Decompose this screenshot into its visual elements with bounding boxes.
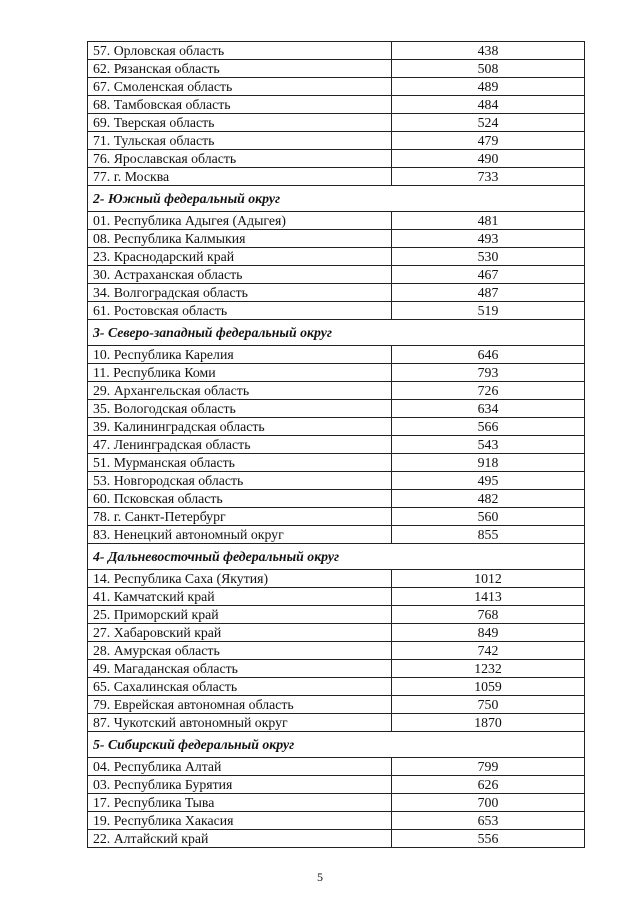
region-value-cell: 1413 (392, 588, 585, 606)
region-value-cell: 1012 (392, 570, 585, 588)
region-value-cell: 556 (392, 830, 585, 848)
region-name-cell: 65. Сахалинская область (88, 678, 392, 696)
region-name-cell: 27. Хабаровский край (88, 624, 392, 642)
region-name-cell: 03. Республика Бурятия (88, 776, 392, 794)
table-row (88, 660, 585, 678)
region-name-cell: 87. Чукотский автономный округ (88, 714, 392, 732)
region-value-cell: 726 (392, 382, 585, 400)
region-name-cell: 53. Новгородская область (88, 472, 392, 490)
region-name-cell: 30. Астраханская область (88, 266, 392, 284)
region-value-cell: 467 (392, 266, 585, 284)
region-name-cell: 83. Ненецкий автономный округ (88, 526, 392, 544)
region-name-cell: 78. г. Санкт-Петербург (88, 508, 392, 526)
table-row (88, 490, 585, 508)
table-row (88, 570, 585, 588)
region-value-cell: 495 (392, 472, 585, 490)
region-name-cell: 11. Республика Коми (88, 364, 392, 382)
region-name-cell: 57. Орловская область (88, 42, 392, 60)
region-name-cell: 76. Ярославская область (88, 150, 392, 168)
table-row (88, 302, 585, 320)
region-value-cell: 489 (392, 78, 585, 96)
table-row (88, 526, 585, 544)
table-row (88, 60, 585, 78)
region-name-cell: 79. Еврейская автономная область (88, 696, 392, 714)
table-row (88, 696, 585, 714)
table-row (88, 212, 585, 230)
region-value-cell: 799 (392, 758, 585, 776)
table-row (88, 168, 585, 186)
region-name-cell: 71. Тульская область (88, 132, 392, 150)
regions-table (87, 41, 585, 848)
region-name-cell: 23. Краснодарский край (88, 248, 392, 266)
regions-table-body (88, 42, 585, 848)
region-name-cell: 69. Тверская область (88, 114, 392, 132)
region-name-cell: 61. Ростовская область (88, 302, 392, 320)
region-value-cell: 646 (392, 346, 585, 364)
region-value-cell: 626 (392, 776, 585, 794)
region-name-cell: 17. Республика Тыва (88, 794, 392, 812)
region-value-cell: 490 (392, 150, 585, 168)
region-value-cell: 543 (392, 436, 585, 454)
region-name-cell: 19. Республика Хакасия (88, 812, 392, 830)
region-value-cell: 1059 (392, 678, 585, 696)
region-value-cell: 524 (392, 114, 585, 132)
region-value-cell: 733 (392, 168, 585, 186)
table-row (88, 436, 585, 454)
region-value-cell: 481 (392, 212, 585, 230)
section-header-row (88, 186, 585, 212)
region-value-cell: 560 (392, 508, 585, 526)
region-name-cell: 29. Архангельская область (88, 382, 392, 400)
region-name-cell: 41. Камчатский край (88, 588, 392, 606)
section-title: 3- Северо-западный федеральный округ (88, 320, 585, 346)
table-row (88, 794, 585, 812)
region-name-cell: 14. Республика Саха (Якутия) (88, 570, 392, 588)
table-row (88, 96, 585, 114)
region-value-cell: 918 (392, 454, 585, 472)
table-row (88, 830, 585, 848)
region-value-cell: 1232 (392, 660, 585, 678)
region-name-cell: 01. Республика Адыгея (Адыгея) (88, 212, 392, 230)
table-row (88, 678, 585, 696)
region-value-cell: 849 (392, 624, 585, 642)
region-name-cell: 51. Мурманская область (88, 454, 392, 472)
section-title: 2- Южный федеральный округ (88, 186, 585, 212)
table-row (88, 364, 585, 382)
region-value-cell: 634 (392, 400, 585, 418)
page-number: 5 (317, 870, 323, 884)
region-name-cell: 49. Магаданская область (88, 660, 392, 678)
region-value-cell: 487 (392, 284, 585, 302)
section-title: 5- Сибирский федеральный округ (88, 732, 585, 758)
region-value-cell: 482 (392, 490, 585, 508)
region-value-cell: 768 (392, 606, 585, 624)
region-name-cell: 10. Республика Карелия (88, 346, 392, 364)
table-row (88, 776, 585, 794)
region-value-cell: 742 (392, 642, 585, 660)
region-value-cell: 438 (392, 42, 585, 60)
region-value-cell: 493 (392, 230, 585, 248)
section-header-row (88, 732, 585, 758)
table-row (88, 230, 585, 248)
table-row (88, 508, 585, 526)
section-header-row (88, 320, 585, 346)
region-name-cell: 35. Вологодская область (88, 400, 392, 418)
table-row (88, 266, 585, 284)
region-value-cell: 479 (392, 132, 585, 150)
table-row (88, 78, 585, 96)
table-row (88, 472, 585, 490)
region-value-cell: 1870 (392, 714, 585, 732)
table-row (88, 400, 585, 418)
region-value-cell: 566 (392, 418, 585, 436)
region-value-cell: 700 (392, 794, 585, 812)
table-row (88, 812, 585, 830)
region-value-cell: 508 (392, 60, 585, 78)
table-row (88, 624, 585, 642)
table-row (88, 642, 585, 660)
table-row (88, 606, 585, 624)
region-name-cell: 22. Алтайский край (88, 830, 392, 848)
section-header-row (88, 544, 585, 570)
table-row (88, 454, 585, 472)
region-name-cell: 60. Псковская область (88, 490, 392, 508)
region-name-cell: 68. Тамбовская область (88, 96, 392, 114)
table-row (88, 248, 585, 266)
table-row (88, 418, 585, 436)
region-name-cell: 39. Калининградская область (88, 418, 392, 436)
table-row (88, 42, 585, 60)
table-row (88, 114, 585, 132)
table-row (88, 132, 585, 150)
region-value-cell: 793 (392, 364, 585, 382)
region-name-cell: 08. Республика Калмыкия (88, 230, 392, 248)
region-name-cell: 62. Рязанская область (88, 60, 392, 78)
section-title: 4- Дальневосточный федеральный округ (88, 544, 585, 570)
table-row (88, 346, 585, 364)
table-row (88, 150, 585, 168)
region-value-cell: 855 (392, 526, 585, 544)
region-name-cell: 04. Республика Алтай (88, 758, 392, 776)
region-name-cell: 47. Ленинградская область (88, 436, 392, 454)
table-row (88, 758, 585, 776)
table-row (88, 382, 585, 400)
table-row (88, 284, 585, 302)
table-row (88, 588, 585, 606)
region-name-cell: 28. Амурская область (88, 642, 392, 660)
region-name-cell: 67. Смоленская область (88, 78, 392, 96)
region-name-cell: 25. Приморский край (88, 606, 392, 624)
region-value-cell: 750 (392, 696, 585, 714)
region-value-cell: 484 (392, 96, 585, 114)
region-name-cell: 77. г. Москва (88, 168, 392, 186)
region-value-cell: 519 (392, 302, 585, 320)
region-value-cell: 653 (392, 812, 585, 830)
region-name-cell: 34. Волгоградская область (88, 284, 392, 302)
table-row (88, 714, 585, 732)
region-value-cell: 530 (392, 248, 585, 266)
